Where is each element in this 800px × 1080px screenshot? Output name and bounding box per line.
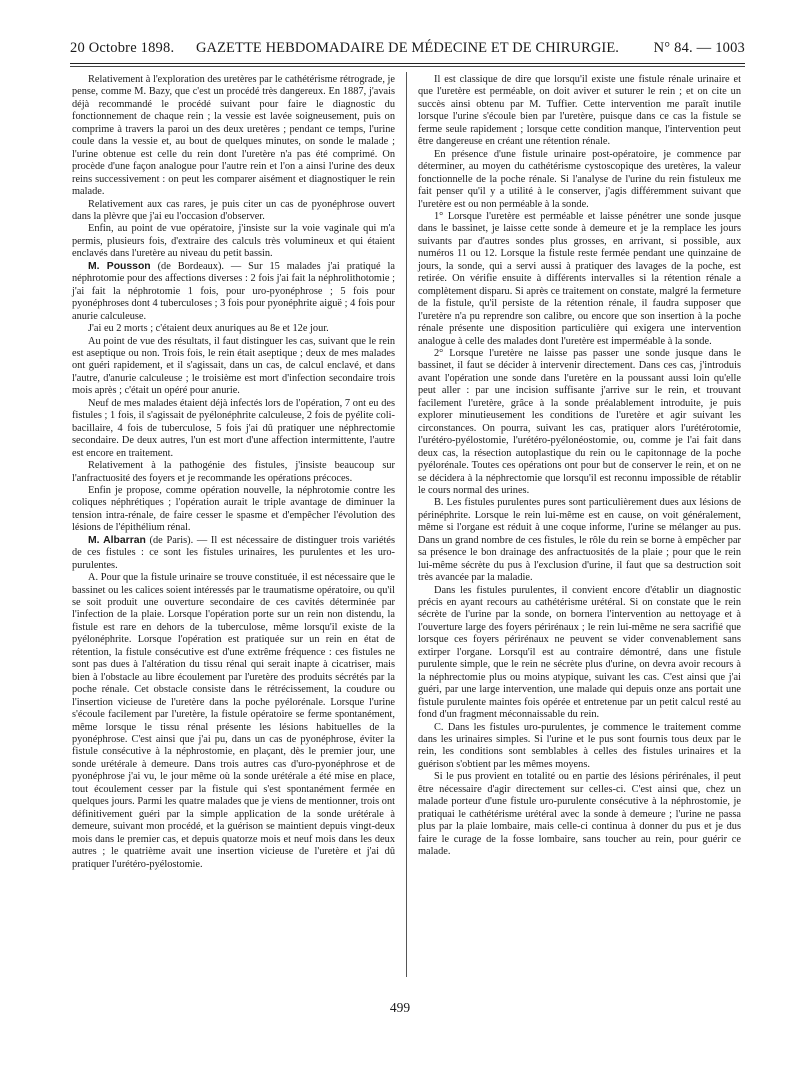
- paragraph: [72, 336, 395, 398]
- paragraph: [72, 572, 395, 871]
- paragraph: [72, 485, 395, 535]
- paragraph: [418, 211, 741, 348]
- paragraph-text: Relativement aux cas rares, je puis citer un cas de pyonéphrose ouvert dans la plèvre que j'ai eu l'occasion d'observer.: [72, 198, 395, 222]
- paragraph-text: J'ai eu 2 morts ; c'étaient deux anuriques au 8e et 12e jour.: [88, 323, 329, 335]
- paragraph: [72, 74, 395, 199]
- paragraph: [418, 497, 741, 584]
- paragraph: [418, 74, 741, 149]
- paragraph: [72, 535, 395, 572]
- paragraph-text: (de Bordeaux). — Sur 15 malades j'ai pratiqué la néphrotomie pour des affections diverses : 2 fois j'ai fait la néphrolithotomie ; j'ai fait la néphrotomie 1 fois, pour uro-pyonéphrose ; 5 fois pour pyonéphroses dont 4 tuberculoses ; 3 fois pour pyonéphrite aiguë ; 4 fois pour anurie calculeuse.: [72, 260, 395, 322]
- paragraph: [418, 149, 741, 211]
- paragraph: [418, 771, 741, 858]
- speaker-name: M. Pousson: [88, 260, 151, 272]
- column-divider: [406, 72, 407, 977]
- paragraph-text: C. Dans les fistules uro-purulentes, je commence le traitement comme dans les urinaires simples. Si l'urine et le pus sont fournis tous deux par le rein, les conditions sont semblables à celles des fistules urinaires et la guérison s'obtient par les mêmes moyens.: [418, 721, 741, 770]
- right-column: [418, 74, 741, 859]
- paragraph: [72, 398, 395, 460]
- paragraph: [72, 199, 395, 224]
- header-date: 20 Octobre 1898.: [70, 40, 175, 56]
- paragraph-text: Relativement à l'exploration des uretères par le cathétérisme rétrograde, je pense, comme M. Bazy, que c'est un procédé très dangereux. En 1887, j'avais déjà recommandé le procédé suivant pour faire le diagnostic du fonctionnement de chaque rein ; la vessie est lavée soigneusement, puis on comprime à travers la paroi un des deux uretères ; pendant ce temps, l'urine coule dans la vessie et, au bout de quelques minutes, on sonde le malade ; l'urine obtenue est celle du rein dont l'uretère n'a pas été comprimé. On procède d'une façon analogue pour l'autre rein et l'on a ainsi l'urine des deux reins successivement : on peut les comparer aisément et diagnostiquer le rein malade.: [72, 74, 395, 198]
- paragraph: [418, 722, 741, 772]
- paragraph-text: A. Pour que la fistule urinaire se trouve constituée, il est nécessaire que le bassinet ou les calices soient intéressés par le traumatisme opératoire, ou qu'il se soit produit une ouverture secondaire de ces cavités déterminée par l'infection de la plaie. Lorsque l'opération porte sur un rein non distendu, la fistule est rare en dehors de la tuberculose, même lorsqu'il existe de la pyélonéphrite. Lorsque l'opération est pratiquée sur un rein en état de rétention, la fistule consécutive est d'une extrême fréquence : ces fistules ne sont pas dues à l'altération du tissu rénal qui serait inapte à cicatriser, mais bien à l'obstacle au libre écoulement par l'uretère des produits sécrétés par la poche rénale. Cet obstacle consiste dans le rétrécissement, la coudure ou l'insertion vicieuse de l'uretère dans la poche pyélorénale. Lorsque l'urine s'écoule facilement par l'uretère, la fistule opératoire se ferme spontanément, même lorsque le tissu rénal présente les lésions habituelles de la pyonéphrose. C'est ainsi que j'ai pu, dans un cas de pyonéphrose, éviter la fistule consécutive à la néphrostomie, en plaçant, dès le premier jour, une sonde urétérale à demeure. Dans trois autres cas d'uro-pyonéphrose et de pyonéphrose j'ai vu, le jour même où la sonde urétérale a été mise en place, tout écoulement cesser par la fistule qui s'est spontanément fermée en quelques jours. Parmi les quatre malades que je viens de mentionner, trois ont définitivement guéri par la simple application de la sonde urétérale à demeure, suivant mon procédé, et la guérison se maintient depuis vingt-deux mois dans le premier cas, et depuis quatorze mois et neuf mois dans les deux autres ; le quatrième avait une insertion vicieuse de l'uretère et j'ai dû pratiquer l'urétéro-pyélostomie.: [72, 572, 395, 870]
- paragraph-text: 1° Lorsque l'uretère est perméable et laisse pénétrer une sonde jusque dans le bassinet, je laisse cette sonde à demeure et je la remplace les jours suivants par d'autres sondes plus grosses, en arrivant, si possible, aux numéros 11 ou 12. Lorsque la fistule reste fermée pendant une quinzaine de jours, la sonde, qui a servi aussi à pratiquer des lavages de la poche, est retirée. On vérifie ensuite à différents intervalles si la rétention rénale a complètement disparu. Si après ce traitement on constate, malgré la fermeture de la fistule, qu'il persiste de la rétention rénale, il faudra supposer que l'uretère n'a pu reprendre son calibre, ou encore que son insertion à la poche rénale présente une disposition particulière qui exigera une intervention analogue à celle des malades dont l'uretère est imperméable à la sonde.: [418, 210, 741, 347]
- paragraph-text: B. Les fistules purulentes pures sont particulièrement dues aux lésions de périnéphrite. Lorsque le rein lui-même est en cause, on voit généralement, même si l'organe est réduit à une coque informe, l'urine se mélanger au pus. Dans un grand nombre de ces fistules, le rôle du rein se borne à empêcher par sa présence le bon drainage des anfractuosités de la plaie ; pour que le rein lui-même sécrète du pus à l'exclusion d'urine, il faut que sa destruction soit très avancée par la maladie.: [418, 497, 741, 584]
- speaker-name: M. Albarran: [88, 534, 146, 546]
- paragraph-text: 2° Lorsque l'uretère ne laisse pas passer une sonde jusque dans le bassinet, il faut se décider à intervenir directement. Dans ces cas, j'introduis avant l'opération une sonde dans l'uretère en la poussant aussi loin qu'elle peut aller : par une incision suffisante j'arrive sur le rein, et trouvant facilement l'uretère, grâce à la sonde préalablement introduite, je puis explorer minutieusement les conditions de l'uretère et agir suivant les circonstances. On pourra, suivant les cas, pratiquer alors l'urétérotomie, l'urétéro-pyélostomie, l'urétéro-pyélonéostomie, ou, comme je l'ai fait dans deux cas, la résection autoplastique du rein ou le capitonnage de la poche pyélorénale. Toutes ces opérations ont pour but de conserver le rein, et on ne se décidera à la néphrectomie que lorsqu'il est reconnu impossible de rétablir le cours normal des urines.: [418, 347, 741, 496]
- paragraph-text: Au point de vue des résultats, il faut distinguer les cas, suivant que le rein est aseptique ou non. Trois fois, le rein était aseptique ; deux de mes malades ont guéri rapidement, et il s'agissait, dans un cas, de calcul enclavé, et dans l'autre, d'anurie calculeuse ; le troisième est mort d'infection secondaire trois mois après ; c'était un opéré pour anurie.: [72, 335, 395, 397]
- paragraph-text: Enfin je propose, comme opération nouvelle, la néphrotomie contre les coliques néphrétiques ; l'opération aurait le triple avantage de diminuer la tension intra-rénale, de faire cesser le spasme et d'empêcher l'évolution des lésions de l'épithélium rénal.: [72, 484, 395, 534]
- left-column: [72, 74, 395, 871]
- paragraph: [72, 223, 395, 260]
- paragraph: [418, 348, 741, 497]
- running-header: [70, 38, 745, 60]
- paragraph: [72, 323, 395, 335]
- header-rule-top: [70, 63, 745, 64]
- paragraph-text: Il est classique de dire que lorsqu'il existe une fistule rénale urinaire et que l'uretère est perméable, on doit aviver et suturer le rein ; et on cite un succès ainsi obtenu par M. Tuffier. Cette intervention me paraît inutile lorsque l'urine s'écoule bien par l'uretère, puisque dans ce cas la fistule se ferme seule rapidement ; lorsque cette condition manque, l'intervention peut être dangereuse en créant une rétention rénale.: [418, 74, 741, 148]
- paragraph: [72, 460, 395, 485]
- paragraph-text: Si le pus provient en totalité ou en partie des lésions périrénales, il peut être nécessaire d'agir directement sur celles-ci. C'est ainsi que, chez un malade porteur d'une fistule uro-purulente consécutive à la néphrostomie, je pratiquai le cathétérisme urétéral avec la sonde à demeure ; l'urine ne passa plus par la plaie lombaire, mais celle-ci continua à donner du pus et je dus faire le curage de la fosse lombaire, sans toucher au rein, pour guérir ce malade.: [418, 771, 741, 858]
- header-rule-bottom: [70, 66, 745, 67]
- paragraph: [418, 585, 741, 722]
- paragraph-text: (de Paris). — Il est nécessaire de distinguer trois variétés de ces fistules : ce sont les fistules urinaires, les purulentes et les uro-purulentes.: [72, 534, 395, 571]
- header-journal-title: GAZETTE HEBDOMADAIRE DE MÉDECINE ET DE CHIRURGIE.: [195, 40, 620, 56]
- paragraph-text: En présence d'une fistule urinaire post-opératoire, je commence par déterminer, au moyen du cathétérisme cystoscopique des uretères, la valeur fonctionnelle de la poche rénale. Si l'analyse de l'urine du rein fistuleux me fait penser qu'il y a utilité à le conserver, j'agis différemment suivant que l'uretère est ou non perméable à la sonde.: [418, 148, 741, 210]
- paragraph-text: Enfin, au point de vue opératoire, j'insiste sur la voie vaginale qui m'a permis, plusieurs fois, d'extraire des calculs très volumineux et qui étaient enclavés dans l'uretère au niveau du petit bassin.: [72, 223, 395, 260]
- header-issue-page: N° 84. — 1003: [653, 40, 745, 56]
- paragraph-text: Relativement à la pathogénie des fistules, j'insiste beaucoup sur l'anfractuosité des foyers et je recommande les opérations précoces.: [72, 460, 395, 484]
- paragraph: [72, 261, 395, 323]
- paragraph-text: Neuf de mes malades étaient déjà infectés lors de l'opération, 7 ont eu des fistules ; 1 fois, il s'agissait de pyélonéphrite calculeuse, 2 fois de pyélite coli-bacillaire, 4 fois de tuberculose, 5 fois j'ai dû pratiquer une néphrectomie secondaire. De deux autres, l'un est mort d'une affection intermittente, l'autre est encore en traitement.: [72, 397, 395, 459]
- page-number: 499: [389, 1000, 411, 1015]
- paragraph-text: Dans les fistules purulentes, il convient encore d'établir un diagnostic précis en ayant recours au cathétérisme urétéral. Si on constate que le rein sécrète de l'urine par la sonde, on bornera l'intervention au nettoyage et à l'ouverture large des foyers périrénaux ; le rein lui-même ne sera sacrifié que lorsque ces foyers périrénaux ne peuvent se vider convenablement sans extirper l'organe. Lorsqu'il est au contraire démontré, dans une fistule purulente simple, que le rein ne sécrète plus d'urine, on devra avoir recours à la néphrectomie plus ou moins atypique, suivant les cas. C'est ainsi que j'ai guéri, par une large intervention, une malade qui depuis onze ans portait une fistule purulente maintes fois opérée et entretenue par un petit calcul resté au fond d'un fragment méconnaissable du rein.: [418, 584, 741, 721]
